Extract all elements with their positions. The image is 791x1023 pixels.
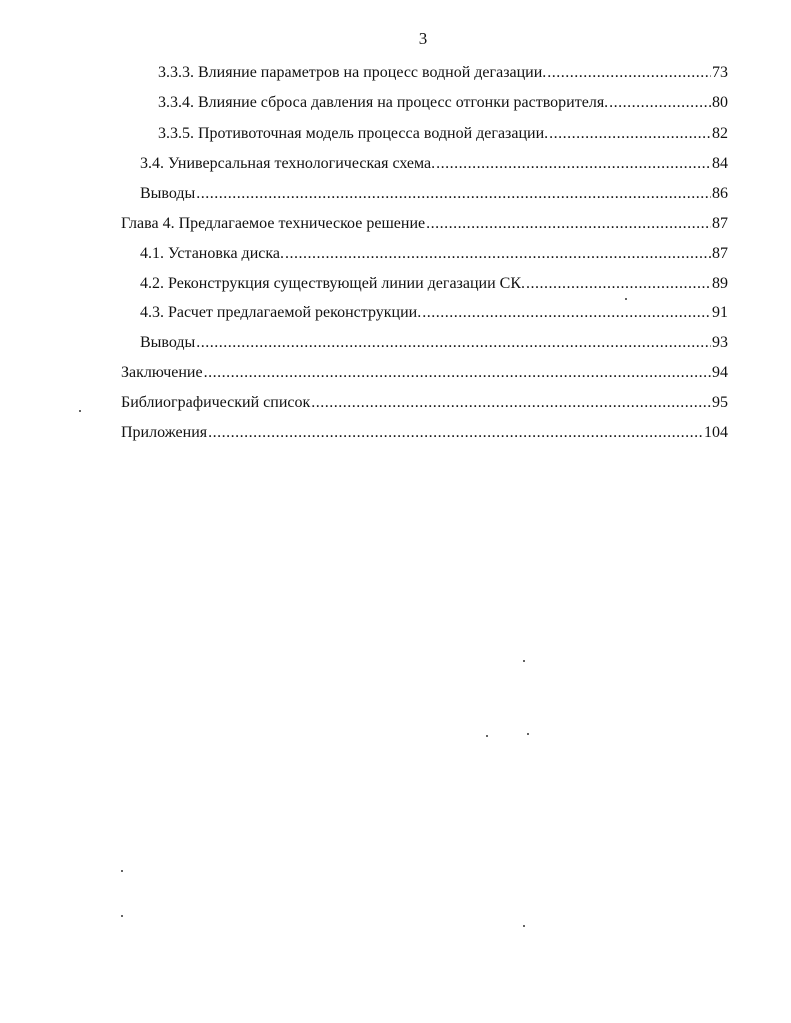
toc-entry-page: 80 bbox=[712, 94, 728, 111]
toc-dot-leader bbox=[547, 63, 711, 83]
toc-dot-leader bbox=[196, 184, 711, 204]
toc-entry-title: 3.3.4. Влияние сброса давления на процесс отгонки растворителя. bbox=[158, 94, 609, 111]
toc-dot-leader bbox=[285, 244, 711, 264]
toc-entry-appendices[interactable] bbox=[121, 423, 728, 443]
toc-dot-leader bbox=[609, 93, 711, 113]
toc-entry-page: 84 bbox=[712, 155, 728, 172]
toc-entry-page: 93 bbox=[712, 334, 728, 351]
toc-entry-page: 87 bbox=[712, 245, 728, 262]
toc-entry-page: 91 bbox=[712, 304, 728, 321]
toc-entry-4-3[interactable] bbox=[140, 303, 728, 323]
toc-entry-title: 4.1. Установка диска. bbox=[140, 245, 284, 262]
toc-entry-conclusions-ch3[interactable] bbox=[140, 184, 728, 204]
toc-entry-bibliography[interactable] bbox=[121, 393, 728, 413]
scan-speck bbox=[121, 915, 123, 917]
toc-entry-3-3-5[interactable] bbox=[158, 124, 728, 144]
toc-entry-3-3-4[interactable] bbox=[158, 93, 728, 113]
toc-entry-page: 95 bbox=[712, 394, 728, 411]
toc-entry-page: 86 bbox=[712, 185, 728, 202]
scan-speck bbox=[79, 410, 81, 412]
toc-dot-leader bbox=[426, 214, 711, 234]
toc-entry-page: 89 bbox=[712, 275, 728, 292]
scan-speck bbox=[527, 733, 529, 735]
toc-entry-title: Библиографический список bbox=[121, 394, 311, 411]
toc-entry-4-1[interactable] bbox=[140, 244, 728, 264]
toc-dot-leader bbox=[422, 303, 711, 323]
toc-entry-page: 94 bbox=[712, 364, 728, 381]
toc-dot-leader bbox=[204, 363, 711, 383]
toc-entry-page: 73 bbox=[712, 64, 728, 81]
toc-entry-conclusions-ch4[interactable] bbox=[140, 333, 728, 353]
toc-entry-page: 82 bbox=[712, 125, 728, 142]
toc-entry-conclusion[interactable] bbox=[121, 363, 728, 383]
toc-entry-title: Заключение bbox=[121, 364, 203, 381]
toc-entry-title: 3.4. Универсальная технологическая схема. bbox=[140, 155, 436, 172]
scan-speck bbox=[523, 925, 525, 927]
toc-entry-title: 3.3.3. Влияние параметров на процесс водной дегазации. bbox=[158, 64, 547, 81]
toc-dot-leader bbox=[549, 124, 711, 144]
toc-entry-3-3-3[interactable] bbox=[158, 63, 728, 83]
toc-dot-leader bbox=[311, 393, 711, 413]
toc-entry-4-2[interactable] bbox=[140, 274, 728, 294]
toc-dot-leader bbox=[208, 423, 703, 443]
toc-entry-title: Выводы bbox=[140, 334, 196, 351]
toc-entry-title: Глава 4. Предлагаемое техническое решение bbox=[121, 215, 426, 232]
toc-entry-title: 3.3.5. Противоточная модель процесса водной дегазации. bbox=[158, 125, 549, 142]
toc-dot-leader bbox=[436, 154, 711, 174]
toc-dot-leader bbox=[196, 333, 711, 353]
page-number: 3 bbox=[418, 29, 428, 48]
toc-dot-leader bbox=[526, 274, 711, 294]
toc-entry-title: Приложения bbox=[121, 424, 208, 441]
toc-entry-chapter-4[interactable] bbox=[121, 214, 728, 234]
toc-entry-page: 87 bbox=[712, 215, 728, 232]
scan-speck bbox=[486, 735, 488, 737]
toc-entry-3-4[interactable] bbox=[140, 154, 728, 174]
scan-speck bbox=[121, 870, 123, 872]
scan-speck bbox=[523, 660, 525, 662]
toc-entry-page: 104 bbox=[704, 424, 728, 441]
toc-entry-title: 4.3. Расчет предлагаемой реконструкции. bbox=[140, 304, 422, 321]
toc-entry-title: 4.2. Реконструкция существующей линии дегазации СК. bbox=[140, 275, 525, 292]
toc-entry-title: Выводы bbox=[140, 185, 196, 202]
scan-speck bbox=[625, 298, 627, 300]
